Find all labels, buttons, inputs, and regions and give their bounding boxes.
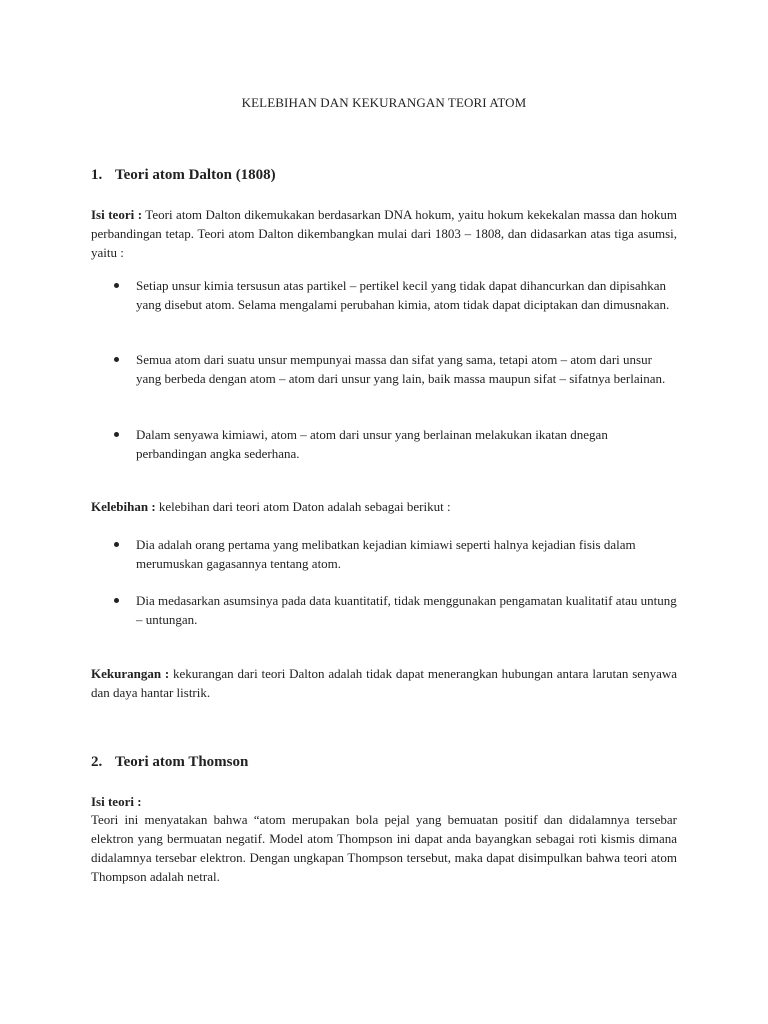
kekurangan-text: kekurangan dari teori Dalton adalah tidak dapat menerangkan hubungan antara larutan senyawa dan daya hantar listrik. [91, 666, 677, 700]
section-2-isi-paragraph: Teori ini menyatakan bahwa “atom merupakan bola pejal yang bemuatan positif dan didalamnya tersebar elektron yang bermuatan negatif. Model atom Thompson ini dapat anda bayangkan sebagai roti kismis dimana didalamnya tersebar elektron. Dengan ungkapan Thompson tersebut, maka dapat disimpulkan bahwa teori atom Thompson adalah netral. [91, 812, 677, 884]
assumption-list [114, 276, 679, 314]
kelebihan-paragraph [91, 497, 677, 516]
kelebihan-text: kelebihan dari teori atom Daton adalah sebagai berikut : [155, 499, 451, 514]
kelebihan-list [114, 591, 679, 629]
kekurangan-paragraph [91, 664, 677, 702]
kekurangan-label: Kekurangan : [91, 666, 170, 681]
kelebihan-label: Kelebihan : [91, 499, 156, 514]
list-item: Dia medasarkan asumsinya pada data kuantitatif, tidak menggunakan pengamatan kualitatif atau untung – untungan. [114, 591, 679, 629]
document-title: KELEBIHAN DAN KEKURANGAN TEORI ATOM [241, 95, 527, 110]
section-1-title: Teori atom Dalton (1808) [115, 167, 276, 183]
section-2-isi-label [91, 792, 677, 811]
kelebihan-list [114, 535, 679, 573]
list-item: Setiap unsur kimia tersusun atas partikel – pertikel kecil yang tidak dapat dihancurkan dan dipisahkan yang disebut atom. Selama mengalami perubahan kimia, atom tidak dapat diciptakan dan dimusnakan. [114, 276, 679, 314]
list-item: Dalam senyawa kimiawi, atom – atom dari unsur yang berlainan melakukan ikatan dnegan perbandingan angka sederhana. [114, 425, 679, 463]
isi-teori-label: Isi teori : [91, 794, 142, 809]
section-1-number: 1. [91, 167, 103, 183]
assumption-list [114, 425, 679, 463]
isi-teori-text: Teori atom Dalton dikemukakan berdasarkan DNA hokum, yaitu hokum kekekalan massa dan hokum perbandingan tetap. Teori atom Dalton dikembangkan mulai dari 1803 – 1808, dan didasarkan atas tiga asumsi, yaitu : [91, 207, 677, 260]
list-item: Dia adalah orang pertama yang melibatkan kejadian kimiawi seperti halnya kejadian fisis dalam merumuskan gagasannya tentang atom. [114, 535, 679, 573]
section-2-number: 2. [91, 754, 103, 770]
list-item: Semua atom dari suatu unsur mempunyai massa dan sifat yang sama, tetapi atom – atom dari unsur yang berbeda dengan atom – atom dari unsur yang lain, baik massa maupun sifat – sifatnya berlainan. [114, 350, 679, 388]
section-1-isi-paragraph [91, 205, 677, 262]
section-2-heading [91, 754, 248, 771]
section-1-heading [91, 167, 276, 184]
isi-teori-label: Isi teori : [91, 207, 143, 222]
assumption-list [114, 350, 679, 388]
section-2-title: Teori atom Thomson [115, 754, 249, 770]
